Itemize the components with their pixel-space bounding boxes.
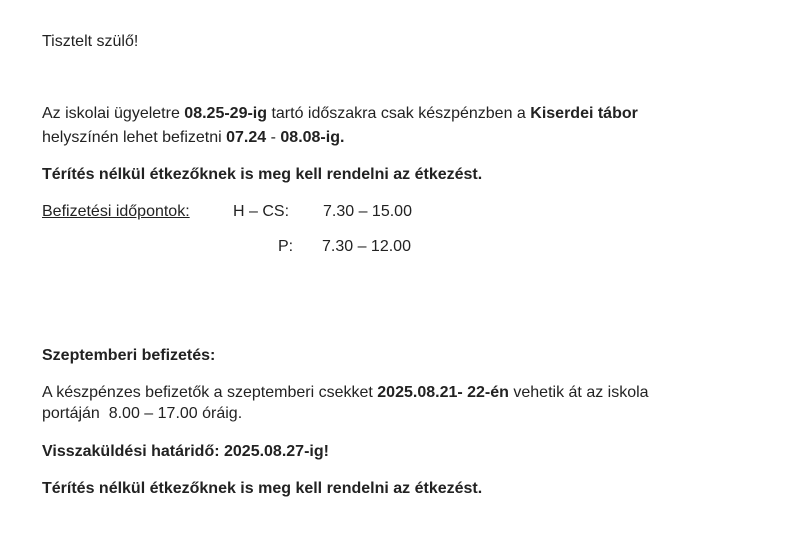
- schedule-row-1: [42, 202, 462, 222]
- notice-1: [42, 165, 482, 185]
- greeting: Tisztelt szülő!: [42, 33, 139, 50]
- text: -: [266, 129, 281, 146]
- bold-location: Kiserdei tábor: [530, 105, 638, 122]
- schedule-days: H – CS:: [233, 203, 290, 220]
- deadline-text: Visszaküldési határidő: 2025.08.27-ig!: [42, 443, 329, 460]
- bold-date-range: 08.25-29-ig: [184, 105, 268, 122]
- bold-pickup-dates: 2025.08.21- 22-én: [377, 384, 509, 401]
- september-line2: portáján 8.00 – 17.00 óráig.: [42, 405, 243, 422]
- schedule-time: 7.30 – 12.00: [322, 238, 411, 255]
- text: Az iskolai ügyeletre: [42, 105, 185, 122]
- notice-2-text: Térítés nélkül étkezőknek is meg kell rendelni az étkezést.: [42, 480, 483, 497]
- bold-date-start: 07.24: [226, 129, 267, 146]
- september-line1: [42, 383, 649, 403]
- september-heading: [42, 346, 215, 366]
- schedule-time: 7.30 – 15.00: [323, 203, 412, 220]
- text: tartó időszakra csak készpénzben a: [267, 105, 531, 122]
- bold-date-end: 08.08-ig.: [280, 129, 345, 146]
- notice-2: [42, 479, 482, 499]
- text: helyszínén lehet befizetni: [42, 129, 227, 146]
- text: vehetik át az iskola: [508, 384, 649, 401]
- schedule-days: P:: [278, 238, 294, 255]
- schedule-label: Befizetési időpontok:: [42, 203, 190, 220]
- paragraph1-line2: [42, 128, 344, 148]
- notice-1-text: Térítés nélkül étkezőknek is meg kell rendelni az étkezést.: [42, 166, 483, 183]
- text: A készpénzes befizetők a szeptemberi csekket: [42, 384, 378, 401]
- deadline: [42, 442, 329, 462]
- paragraph1-line1: [42, 104, 638, 124]
- september-heading-text: Szeptemberi befizetés:: [42, 347, 216, 364]
